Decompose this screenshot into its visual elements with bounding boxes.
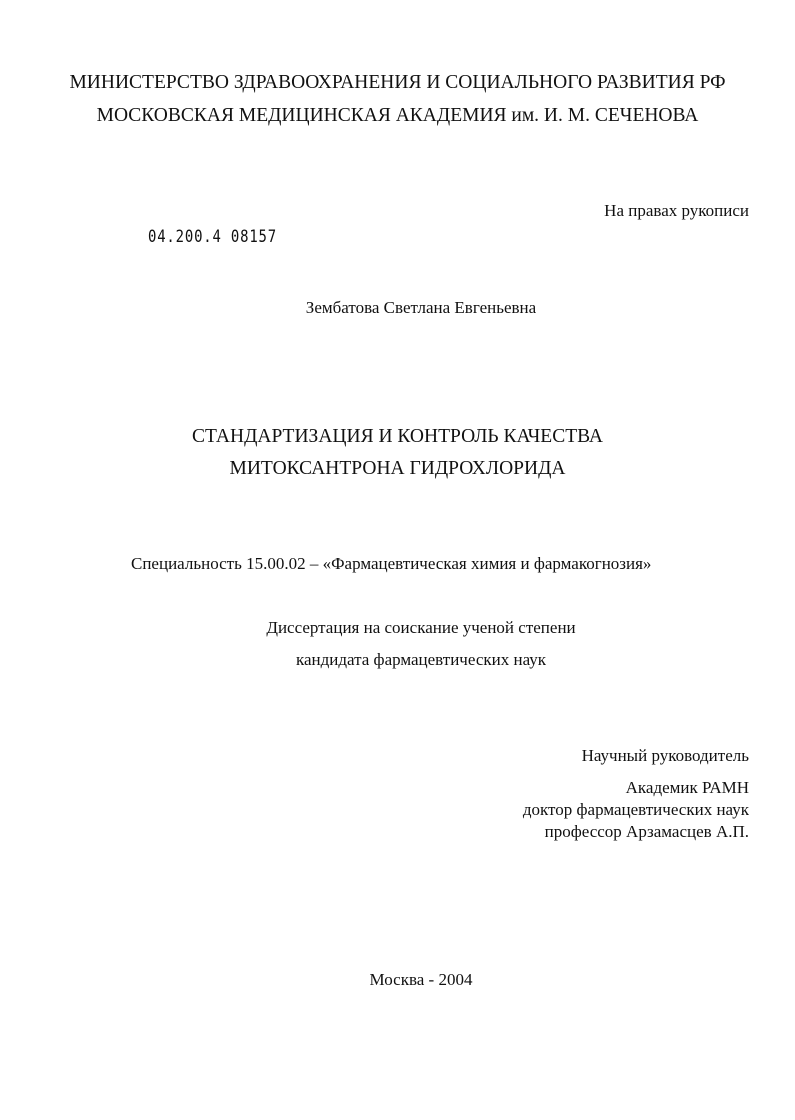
dissertation-line-1: Диссертация на соискание ученой степени (266, 618, 576, 637)
thesis-title-line-1: СТАНДАРТИЗАЦИЯ И КОНТРОЛЬ КАЧЕСТВА (191, 426, 603, 447)
specialty-line: Специальность 15.00.02 – «Фармацевтическая химия и фармакогнозия» (131, 554, 652, 573)
supervisor-name: профессор Арзамасцев А.П. (544, 822, 749, 841)
supervisor-label: Научный руководитель (581, 746, 749, 765)
place-and-year: Москва - 2004 (369, 970, 473, 989)
manuscript-note: На правах рукописи (604, 201, 749, 220)
registration-stamp: 04.200.4 08157 (148, 227, 277, 247)
supervisor-rank: Академик РАМН (625, 778, 749, 797)
author-name: Зембатова Светлана Евгеньевна (305, 298, 537, 317)
supervisor-degree: доктор фармацевтических наук (522, 800, 749, 819)
ministry-heading: МИНИСТЕРСТВО ЗДРАВООХРАНЕНИЯ И СОЦИАЛЬНОГО РАЗВИТИЯ РФ (69, 72, 726, 93)
academy-heading: МОСКОВСКАЯ МЕДИЦИНСКАЯ АКАДЕМИЯ им. И. М. СЕЧЕНОВА (96, 105, 699, 126)
thesis-title-line-2: МИТОКСАНТРОНА ГИДРОХЛОРИДА (229, 458, 566, 479)
dissertation-line-2: кандидата фармацевтических наук (295, 650, 547, 669)
